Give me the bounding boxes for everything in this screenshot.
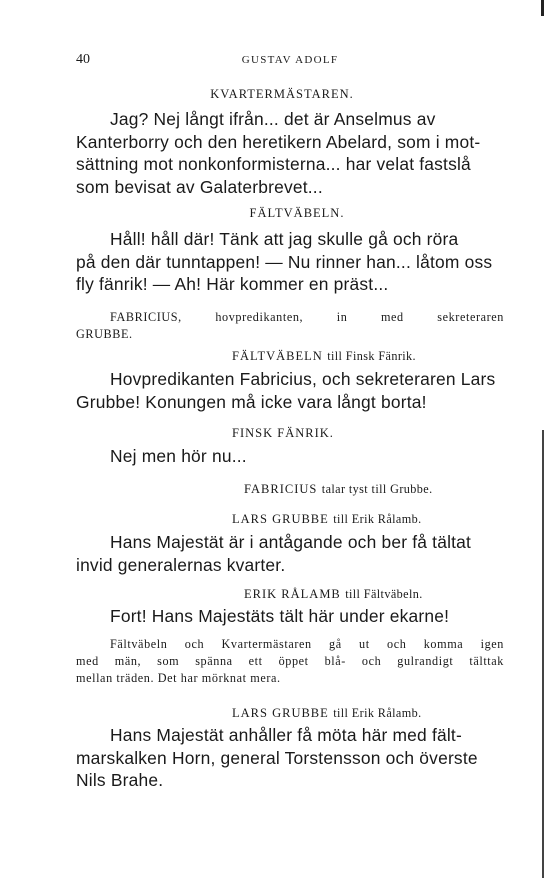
speaker-name: LARS GRUBBE — [232, 512, 329, 526]
dialogue-line: Nils Brahe. — [76, 770, 164, 791]
direction-text: talar tyst till Grubbe. — [321, 482, 433, 496]
running-head: GUSTAV ADOLF — [241, 54, 339, 66]
dialogue-line: Jag? Nej långt ifrån... det är Anselmus av — [110, 109, 436, 129]
speaker-heading: FINSK FÄNRIK. — [232, 426, 334, 440]
dialogue — [76, 108, 504, 198]
speaker-name: FÄLTVÄBELN — [232, 349, 323, 363]
dialogue — [76, 445, 504, 468]
dialogue-line: Håll! håll där! Tänk att jag skulle gå och röra — [110, 229, 459, 249]
speaker-note: till Erik Rålamb. — [333, 706, 422, 720]
direction-line: FABRICIUS, hovpredikanten, in med sekreteraren — [110, 310, 504, 324]
dialogue-line: marskalken Horn, general Torstensson och överste — [76, 747, 478, 768]
dialogue-line: som bevisat av Galaterbrevet... — [76, 176, 323, 197]
direction-line: GRUBBE. — [76, 327, 133, 341]
dialogue-line: Fort! Hans Majestäts tält här under ekarne! — [110, 606, 450, 626]
direction-line: med män, som spänna ett öppet blå- och gulrandigt tälttak — [76, 654, 504, 668]
speaker-heading: FÄLTVÄBELN. — [249, 206, 345, 220]
speaker-heading — [232, 704, 422, 722]
dialogue-line: Nej men hör nu... — [110, 446, 247, 466]
direction-line: mellan träden. Det har mörknat mera. — [76, 671, 281, 685]
speaker-heading: KVARTERMÄSTAREN. — [210, 87, 354, 101]
dialogue-line: Hans Majestät anhåller få möta här med fält- — [110, 725, 462, 745]
page-header — [76, 52, 504, 72]
speaker-note: till Erik Rålamb. — [333, 512, 422, 526]
dialogue-line: Hans Majestät är i antågande och ber få tältat — [110, 532, 472, 552]
dialogue-line: Grubbe! Konungen må icke vara långt borta! — [76, 391, 427, 412]
dialogue-line: invid generalernas kvarter. — [76, 554, 286, 575]
stage-direction — [244, 480, 433, 498]
stage-direction — [76, 636, 504, 687]
speaker-note: till Fältväbeln. — [345, 587, 423, 601]
dialogue — [76, 605, 504, 628]
dialogue-line: Hovpredikanten Fabricius, och sekreteraren Lars — [110, 369, 496, 389]
speaker-note: till Finsk Fänrik. — [327, 349, 417, 363]
dialogue-line: Kanterborry och den heretikern Abelard, som i mot- — [76, 131, 481, 152]
speaker-name: LARS GRUBBE — [232, 706, 329, 720]
dialogue — [76, 368, 504, 413]
direction-line: Fältväbeln och Kvartermästaren gå ut och komma igen — [110, 637, 504, 651]
dialogue-line: fly fänrik! — Ah! Här kommer en präst... — [76, 274, 389, 295]
speaker-heading — [232, 347, 416, 365]
speaker-heading — [232, 510, 422, 528]
direction-name: FABRICIUS — [244, 482, 318, 496]
dialogue-line: sättning mot nonkonformisterna... har velat fastslå — [76, 154, 471, 175]
dialogue — [76, 724, 504, 792]
dialogue-line: på den där tunntappen! — Nu rinner han... låtom oss — [76, 251, 493, 272]
speaker-name: ERIK RÅLAMB — [244, 587, 341, 601]
dialogue — [76, 531, 504, 576]
stage-direction — [76, 309, 504, 343]
page-number: 40 — [76, 52, 90, 67]
speaker-heading — [244, 585, 423, 603]
dialogue — [76, 228, 504, 296]
